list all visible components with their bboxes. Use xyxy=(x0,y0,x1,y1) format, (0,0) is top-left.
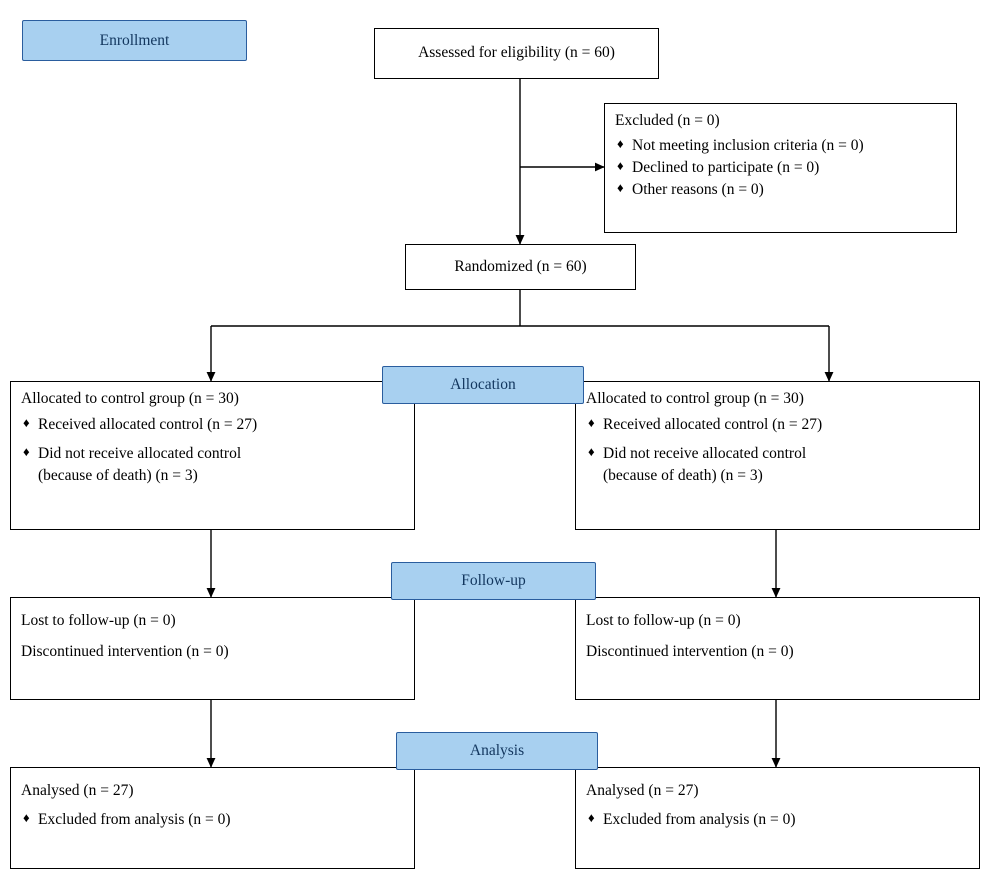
stage-analysis-label: Analysis xyxy=(469,742,525,759)
node-analysis-right-heading: Analysed (n = 27) xyxy=(586,782,699,799)
node-excluded xyxy=(604,103,957,233)
list-item xyxy=(615,158,946,179)
node-excluded-list xyxy=(615,136,946,201)
stage-followup xyxy=(391,562,596,600)
node-analysis-left-list xyxy=(21,810,404,831)
stage-enrollment xyxy=(22,20,247,61)
node-allocation-left-heading: Allocated to control group (n = 30) xyxy=(21,390,239,407)
list-item xyxy=(21,810,404,831)
diamond-bullet-icon: ♦ xyxy=(617,179,624,195)
node-analysis-right-list xyxy=(586,810,969,831)
node-allocation-right-continuation: (because of death) (n = 3) xyxy=(603,466,763,484)
list-item xyxy=(586,810,969,831)
list-item-label: Declined to participate (n = 0) xyxy=(632,158,820,176)
node-excluded-heading: Excluded (n = 0) xyxy=(615,112,720,129)
node-followup-left-line1: Lost to follow-up (n = 0) xyxy=(21,612,176,629)
list-item-label: Excluded from analysis (n = 0) xyxy=(603,810,796,828)
list-item xyxy=(21,444,404,465)
node-randomized xyxy=(405,244,636,290)
node-allocation-right-heading: Allocated to control group (n = 30) xyxy=(586,390,804,407)
stage-enrollment-label: Enrollment xyxy=(99,31,170,49)
list-item-label: Excluded from analysis (n = 0) xyxy=(38,810,231,828)
stage-allocation xyxy=(382,366,584,404)
list-item xyxy=(21,415,404,436)
stage-analysis xyxy=(396,732,598,770)
node-analysis-left-heading: Analysed (n = 27) xyxy=(21,782,134,799)
node-assessed-text: Assessed for eligibility (n = 60) xyxy=(418,44,615,62)
diamond-bullet-icon: ♦ xyxy=(23,443,30,459)
diamond-bullet-icon: ♦ xyxy=(617,157,624,173)
node-allocation-left-continuation: (because of death) (n = 3) xyxy=(38,466,198,484)
node-followup-right-line1: Lost to follow-up (n = 0) xyxy=(586,612,741,629)
list-item-label: Received allocated control (n = 27) xyxy=(38,415,258,433)
list-item xyxy=(615,136,946,157)
node-followup-left-line2: Discontinued intervention (n = 0) xyxy=(21,642,229,660)
node-allocation-left-list xyxy=(21,415,404,465)
diamond-bullet-icon: ♦ xyxy=(23,809,30,825)
diamond-bullet-icon: ♦ xyxy=(23,414,30,430)
diamond-bullet-icon: ♦ xyxy=(588,809,595,825)
list-item xyxy=(586,415,969,436)
diamond-bullet-icon: ♦ xyxy=(588,443,595,459)
node-allocation-right-list xyxy=(586,415,969,465)
node-analysis-left xyxy=(10,767,415,869)
node-followup-left xyxy=(10,597,415,700)
list-item-label: Not meeting inclusion criteria (n = 0) xyxy=(632,136,864,154)
node-assessed-for-eligibility xyxy=(374,28,659,79)
diamond-bullet-icon: ♦ xyxy=(588,414,595,430)
list-item-label: Did not receive allocated control xyxy=(603,444,807,462)
list-item-label: Other reasons (n = 0) xyxy=(632,180,764,198)
node-randomized-text: Randomized (n = 60) xyxy=(454,257,587,275)
node-followup-right-line2: Discontinued intervention (n = 0) xyxy=(586,642,794,660)
node-followup-right xyxy=(575,597,980,700)
stage-allocation-label: Allocation xyxy=(450,376,516,393)
stage-followup-label: Follow-up xyxy=(461,572,526,589)
list-item xyxy=(615,180,946,201)
diamond-bullet-icon: ♦ xyxy=(617,135,624,151)
list-item-label: Did not receive allocated control xyxy=(38,444,242,462)
node-allocation-right xyxy=(575,381,980,530)
list-item-label: Received allocated control (n = 27) xyxy=(603,415,823,433)
node-allocation-left xyxy=(10,381,415,530)
list-item xyxy=(586,444,969,465)
node-analysis-right xyxy=(575,767,980,869)
